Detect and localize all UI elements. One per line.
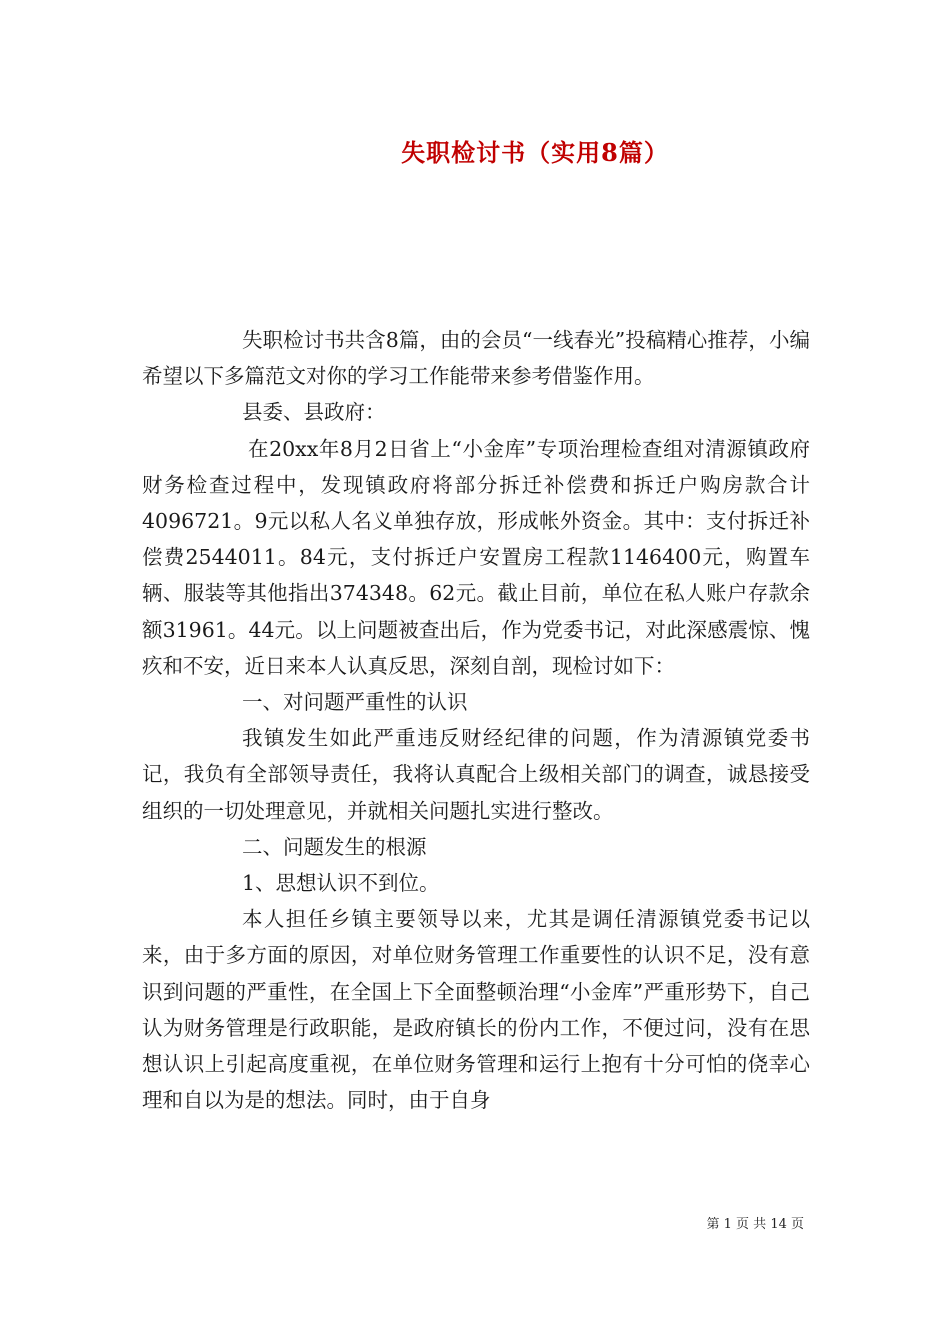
subsection-1-paragraph: 本人担任乡镇主要领导以来，尤其是调任清源镇党委书记以来，由于多方面的原因，对单位财务管理工作重要性的认识不足，没有意识到问题的严重性，在全国上下全面整顿治理“小金库”严重形势下，自己认为财务管理是行政职能，是政府镇长的份内工作，不便过问，没有在思想认识上引起高度重视，在单位财务管理和运行上抱有十分可怕的侥幸心理和自以为是的想法。同时，由于自身: [142, 907, 810, 1113]
document-body: [142, 322, 810, 1118]
intro-paragraph: 失职检讨书共含8篇，由的会员“一线春光”投稿精心推荐，小编希望以下多篇范文对你的学习工作能带来参考借鉴作用。: [142, 328, 810, 389]
document-title: 失职检讨书（实用8篇）: [401, 138, 669, 167]
section-heading-1: 一、对问题严重性的认识: [242, 690, 468, 715]
incident-paragraph: 在20xx年8月2日省上“小金库”专项治理检查组对清源镇政府财务检查过程中，发现镇政府将部分拆迁补偿费和拆迁户购房款合计4096721。9元以私人名义单独存放，形成帐外资金。其中：支付拆迁补偿费2544011。84元，支付拆迁户安置房工程款1146400元，购置车辆、服装等其他指出374348。62元。截止目前，单位在私人账户存款余额31961。44元。以上问题被查出后，作为党委书记，对此深感震惊、愧疚和不安，近日来本人认真反思，深刻自剖，现检讨如下：: [142, 436, 810, 678]
section-1-paragraph: 我镇发生如此严重违反财经纪律的问题，作为清源镇党委书记，我负有全部领导责任，我将认真配合上级相关部门的调查，诚恳接受组织的一切处理意见，并就相关问题扎实进行整改。: [142, 726, 810, 823]
section-heading-2: 二、问题发生的根源: [242, 834, 427, 859]
salutation: 县委、县政府：: [242, 400, 386, 425]
page-number-footer: 第 1 页 共 14 页: [706, 1217, 804, 1232]
subsection-heading-1: 1、思想认识不到位。: [242, 871, 440, 896]
